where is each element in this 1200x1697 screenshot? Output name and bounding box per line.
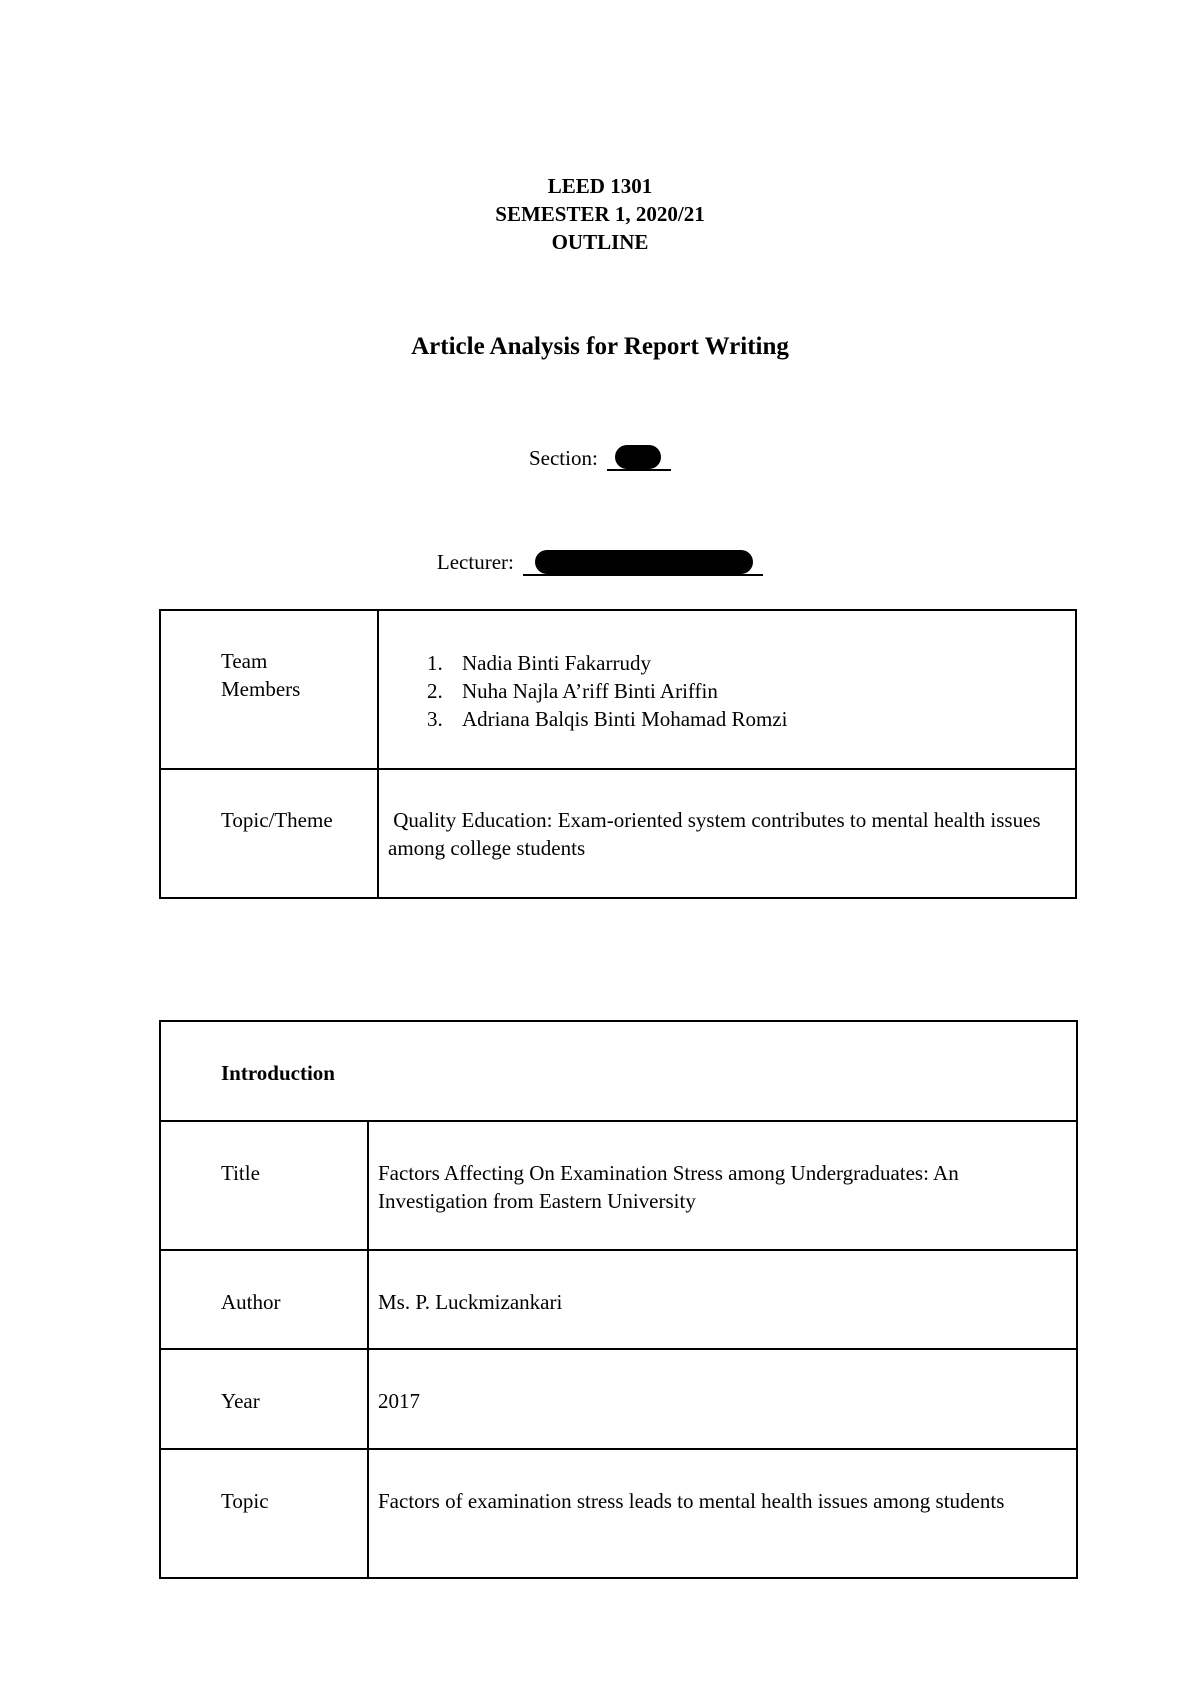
lecturer-label: Lecturer:	[436, 549, 514, 574]
course-code: LEED 1301	[547, 174, 653, 198]
introduction-table	[159, 1020, 1078, 1579]
lecturer-redaction	[523, 546, 763, 578]
list-item: 1. Nadia Binti Fakarrudy	[427, 651, 651, 675]
team-info-table	[159, 609, 1077, 899]
table-row	[160, 1021, 1077, 1121]
topic-label: Topic	[221, 1489, 269, 1513]
section-label: Section:	[528, 445, 598, 470]
table-row	[160, 610, 1076, 769]
title-value: Factors Affecting On Examination Stress among Undergraduates: An Investigation from Eastern University	[378, 1161, 959, 1213]
topic-theme-label: Topic/Theme	[221, 808, 333, 832]
year-label: Year	[221, 1389, 260, 1413]
table-row	[160, 1250, 1077, 1349]
members-label: Team Members	[221, 649, 301, 701]
title-label: Title	[221, 1161, 260, 1185]
author-value: Ms. P. Luckmizankari	[378, 1290, 563, 1314]
member-name: Nadia Binti Fakarrudy	[462, 651, 651, 675]
author-label: Author	[221, 1290, 281, 1314]
table-row	[160, 1449, 1077, 1578]
list-item: 2. Nuha Najla A’riff Binti Ariffin	[427, 679, 718, 703]
table-row	[160, 769, 1076, 898]
document-title: Article Analysis for Report Writing	[411, 333, 789, 360]
topic-theme-value: Quality Education: Exam-oriented system contributes to mental health issues among college students	[388, 808, 1046, 860]
table-row	[160, 1121, 1077, 1250]
section-redaction	[607, 443, 671, 473]
table-row	[160, 1349, 1077, 1449]
document-type: OUTLINE	[551, 230, 649, 254]
year-value: 2017	[378, 1389, 420, 1413]
list-item: 3. Adriana Balqis Binti Mohamad Romzi	[427, 707, 788, 731]
section-field	[0, 443, 1200, 473]
member-name: Nuha Najla A’riff Binti Ariffin	[462, 679, 718, 703]
document-header	[0, 172, 1200, 256]
members-list	[379, 611, 1075, 733]
lecturer-field	[0, 546, 1200, 578]
topic-value: Factors of examination stress leads to mental health issues among students	[378, 1489, 1005, 1513]
introduction-heading: Introduction	[221, 1061, 335, 1085]
semester: SEMESTER 1, 2020/21	[495, 202, 705, 226]
member-name: Adriana Balqis Binti Mohamad Romzi	[462, 707, 788, 731]
